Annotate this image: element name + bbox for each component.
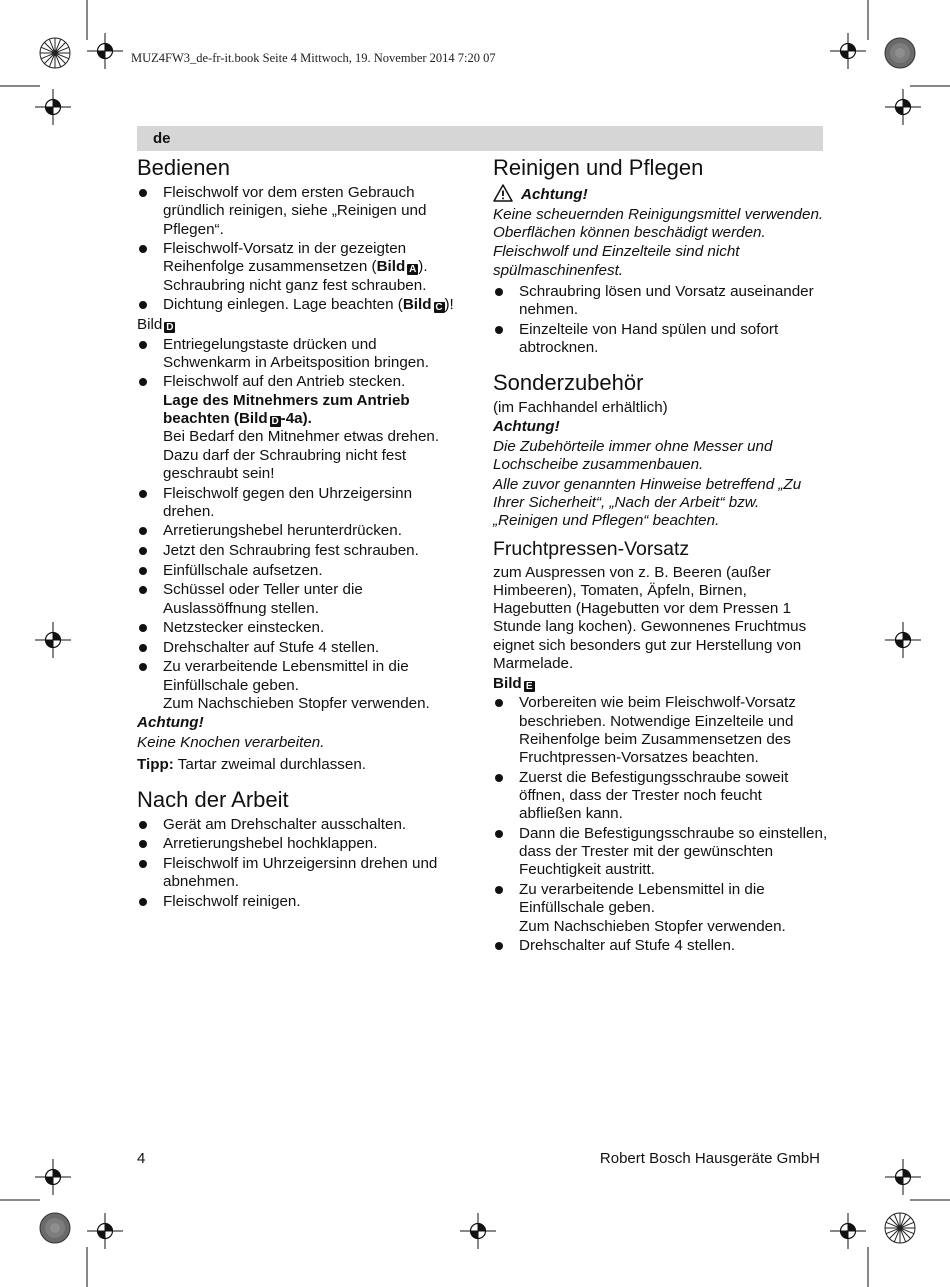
registration-crosshair-icon <box>35 622 71 658</box>
bedienen-list-2 <box>137 336 467 714</box>
list-item: Fleischwolf-Vorsatz in der gezeigten Reihenfolge zusammensetzen (Bild A ). Schraubring nicht ganz fest schrauben. <box>137 240 467 295</box>
list-item: Fleischwolf im Uhrzeigersinn drehen und abnehmen. <box>137 855 467 892</box>
list-item: Vorbereiten wie beim Fleischwolf-Vorsatz beschrieben. Notwendige Einzelteile und Reihenfolge beim Zusammensetzen des Fruchtpressen-Vorsatzes beachten. <box>493 694 828 767</box>
section-title-fruchtpressen: Fruchtpressen-Vorsatz <box>493 537 690 560</box>
color-calibration-disc-icon <box>885 38 915 68</box>
registration-crosshair-icon <box>885 1159 921 1195</box>
list-item: Einfüllschale aufsetzen. <box>137 562 467 580</box>
warning-title: Achtung! <box>493 418 560 436</box>
section-subtitle: (im Fachhandel erhältlich) <box>493 398 668 416</box>
list-item: Zu verarbeitende Lebensmittel in die Einfüllschale geben. Zum Nachschieben Stopfer verwenden. <box>137 658 467 713</box>
list-item: Netzstecker einstecken. <box>137 619 467 637</box>
warning-header: Achtung! <box>493 184 828 204</box>
list-item: Gerät am Drehschalter ausschalten. <box>137 816 467 834</box>
registration-crosshair-icon <box>35 89 71 125</box>
registration-crosshair-icon <box>830 33 866 69</box>
list-item: Schraubring lösen und Vorsatz auseinander nehmen. <box>493 283 828 320</box>
list-item: Drehschalter auf Stufe 4 stellen. <box>137 639 467 657</box>
list-item: Drehschalter auf Stufe 4 stellen. <box>493 937 828 955</box>
figure-badge: D <box>166 321 174 333</box>
registration-crosshair-icon <box>830 1213 866 1249</box>
company-name: Robert Bosch Hausgeräte GmbH <box>599 1150 820 1167</box>
reinigen-list <box>493 283 828 357</box>
color-calibration-disc-icon <box>885 1213 915 1243</box>
figure-badge: E <box>524 681 535 692</box>
figure-reference: Bild D <box>137 315 174 333</box>
list-item: Dann die Befestigungsschraube so einstellen, dass der Trester mit der gewünschten Feuchtigkeit austritt. <box>493 825 828 880</box>
list-item: Jetzt den Schraubring fest schrauben. <box>137 542 467 560</box>
list-item: Fleischwolf gegen den Uhrzeigersinn drehen. <box>137 485 467 522</box>
section-title-bedienen: Bedienen <box>137 155 230 180</box>
list-item: Fleischwolf vor dem ersten Gebrauch gründlich reinigen, siehe „Reinigen und Pflegen“. <box>137 184 467 239</box>
registration-crosshair-icon <box>35 1159 71 1195</box>
left-column <box>137 154 467 912</box>
registration-crosshair-icon <box>885 622 921 658</box>
list-item: Entriegelungstaste drücken und Schwenkarm in Arbeitsposition bringen. <box>137 336 467 373</box>
warning-triangle-icon <box>493 184 513 202</box>
warning-text: Fleischwolf und Einzelteile sind nicht spülmaschinenfest. <box>493 243 740 279</box>
list-item: Dichtung einlegen. Lage beachten (Bild C )! <box>137 296 467 314</box>
print-info-line: MUZ4FW3_de-fr-it.book Seite 4 Mittwoch, 19. November 2014 7:20 07 <box>131 51 496 65</box>
section-title-sonderzubehoer: Sonderzubehör <box>493 369 644 395</box>
registration-crosshair-icon <box>87 1213 123 1249</box>
registration-crosshair-icon <box>87 33 123 69</box>
color-calibration-disc-icon <box>40 38 70 68</box>
page-number: 4 <box>137 1150 146 1167</box>
list-item: Arretierungshebel herunterdrücken. <box>137 522 467 540</box>
list-item: Zuerst die Befestigungsschraube soweit öffnen, dass der Trester noch feucht abfließen kann. <box>493 769 828 824</box>
frucht-list <box>493 694 828 955</box>
warning-title: Achtung! <box>137 714 204 732</box>
warning-text: Keine Knochen verarbeiten. <box>137 734 325 752</box>
figure-badge: C <box>435 302 443 314</box>
registration-crosshair-icon <box>885 89 921 125</box>
list-item: Arretierungshebel hochklappen. <box>137 835 467 853</box>
warning-text: Alle zuvor genannten Hinweise betreffend „Zu Ihrer Sicherheit“, „Nach der Arbeit“ bzw. „Reinigen und Pflegen“ beachten. <box>493 475 802 530</box>
section-title-reinigen: Reinigen und Pflegen <box>493 155 704 180</box>
color-calibration-disc-icon <box>40 1213 70 1243</box>
warning-text: Die Zubehörteile immer ohne Messer und Lochscheibe zusammenbauen. <box>493 437 773 474</box>
list-item: Fleischwolf reinigen. <box>137 893 467 911</box>
list-item: Einzelteile von Hand spülen und sofort abtrocknen. <box>493 321 828 358</box>
registration-crosshair-icon <box>460 1213 496 1249</box>
list-item: Schüssel oder Teller unter die Auslassöffnung stellen. <box>137 581 467 618</box>
nach-list <box>137 816 467 911</box>
bedienen-list <box>137 184 467 315</box>
section-title-nach-der-arbeit: Nach der Arbeit <box>137 786 289 812</box>
language-code: de <box>153 130 171 147</box>
figure-badge: A <box>409 264 417 276</box>
right-column <box>493 154 828 957</box>
warning-text: Keine scheuernden Reinigungsmittel verwenden. Oberflächen können beschädigt werden. <box>493 205 824 241</box>
tip: Tipp: Tartar zweimal durchlassen. <box>137 756 367 774</box>
section-intro: zum Auspressen von z. B. Beeren (außer Himbeeren), Tomaten, Äpfeln, Birnen, Hagebutten (Hagebutten vor dem Pressen 1 Stunde lang kochen). Gewonnenes Fruchtmus eignet sich besonders gut zur Herstellung von Marmelade. <box>493 563 807 673</box>
language-bar <box>137 126 823 151</box>
list-item: Zu verarbeitende Lebensmittel in die Einfüllschale geben. Zum Nachschieben Stopfer verwenden. <box>493 881 828 936</box>
figure-reference: Bild E <box>493 675 828 693</box>
bold-note: Lage des Mitnehmers zum Antrieb beachten (Bild D -4a). <box>163 391 410 428</box>
figure-badge: D <box>271 416 279 428</box>
list-item: Fleischwolf auf den Antrieb stecken. Lage des Mitnehmers zum Antrieb beachten (Bild D -4a). Bei Bedarf den Mitnehmer etwas drehen. Dazu darf der Schraubring nicht fest geschraubt sein! <box>137 373 467 483</box>
